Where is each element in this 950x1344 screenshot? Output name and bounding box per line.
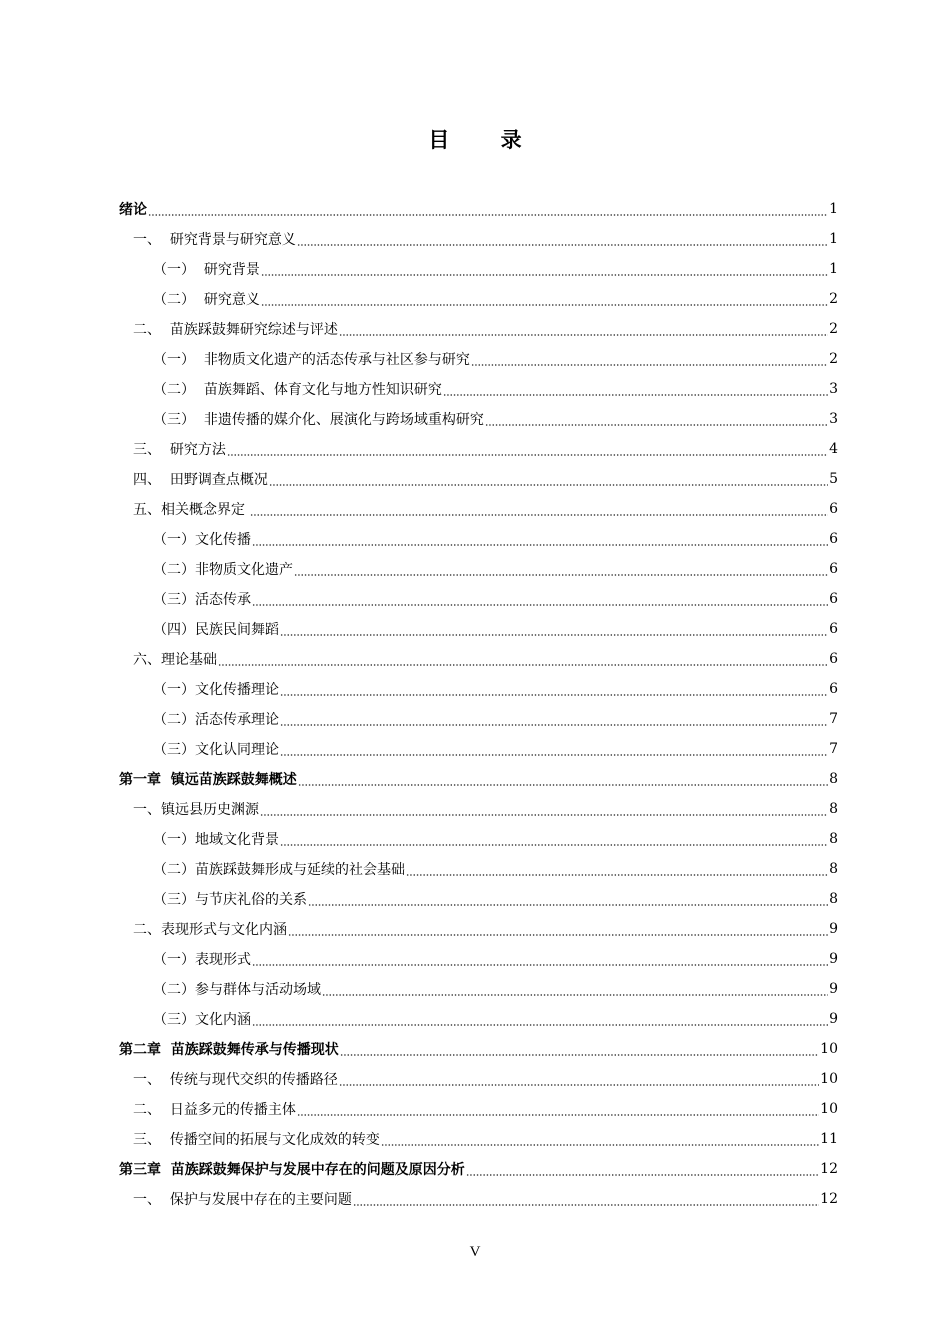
toc-entry-page: 9 (829, 921, 838, 937)
toc-dot-leader (339, 314, 828, 344)
toc-entry-title: （四）民族民间舞蹈 (153, 622, 279, 638)
toc-entry[interactable] (119, 614, 838, 644)
toc-entry-title: 第二章 苗族踩鼓舞传承与传播现状 (119, 1042, 339, 1058)
toc-entry-page: 2 (829, 351, 838, 367)
toc-entry[interactable] (119, 554, 838, 584)
toc-entry[interactable] (119, 944, 838, 974)
toc-entry-title: 二、表现形式与文化内涵 (133, 922, 287, 938)
toc-dot-leader (298, 764, 828, 794)
toc-entry[interactable] (119, 344, 838, 374)
toc-entry-title: 五、相关概念界定 (133, 502, 250, 518)
toc-entry-page: 6 (829, 651, 838, 667)
toc-entry[interactable] (119, 794, 838, 824)
toc-entry-page: 6 (829, 561, 838, 577)
toc-entry[interactable] (119, 764, 838, 794)
toc-dot-leader (443, 374, 828, 404)
toc-entry-title: 四、 田野调查点概况 (133, 472, 268, 488)
toc-entry-title: （一）表现形式 (153, 952, 251, 968)
toc-entry-title: 一、 研究背景与研究意义 (133, 232, 296, 248)
toc-entry-page: 6 (829, 591, 838, 607)
page-number: V (469, 1244, 481, 1260)
toc-entry-title: （二）活态传承理论 (153, 712, 279, 728)
toc-entry-page: 8 (829, 891, 838, 907)
toc-dot-leader (381, 1124, 819, 1154)
toc-dot-leader (339, 1064, 819, 1094)
toc-entry-title: 二、 苗族踩鼓舞研究综述与评述 (133, 322, 338, 338)
toc-entry-title: 三、 传播空间的拓展与文化成效的转变 (133, 1132, 380, 1148)
toc-entry[interactable] (119, 284, 838, 314)
toc-entry[interactable] (119, 914, 838, 944)
toc-entry[interactable] (119, 1034, 838, 1064)
toc-dot-leader (280, 674, 828, 704)
toc-entry-page: 9 (829, 1011, 838, 1027)
toc-entry[interactable] (119, 584, 838, 614)
toc-entry-title: （三）文化内涵 (153, 1012, 251, 1028)
toc-entry[interactable] (119, 644, 838, 674)
toc-entry-page: 2 (829, 291, 838, 307)
toc-entry-page: 11 (820, 1131, 838, 1147)
toc-entry-page: 10 (820, 1101, 838, 1117)
toc-dot-leader (261, 284, 828, 314)
toc-entry[interactable] (119, 314, 838, 344)
toc-entry-page: 9 (829, 951, 838, 967)
toc-entry-title: 六、理论基础 (133, 652, 217, 668)
toc-dot-leader (269, 464, 828, 494)
toc-entry[interactable] (119, 1094, 838, 1124)
toc-dot-leader (485, 404, 828, 434)
toc-entry[interactable] (119, 254, 838, 284)
toc-entry-page: 8 (829, 831, 838, 847)
toc-entry-title: （一）文化传播理论 (153, 682, 279, 698)
toc-entry-title: 绪论 (119, 202, 147, 218)
toc-dot-leader (148, 194, 828, 224)
toc-entry[interactable] (119, 404, 838, 434)
toc-dot-leader (297, 1094, 819, 1124)
toc-entry-title: （二） 研究意义 (153, 292, 260, 308)
toc-entry-title: 一、镇远县历史渊源 (133, 802, 259, 818)
toc-dot-leader (280, 734, 828, 764)
toc-entry[interactable] (119, 464, 838, 494)
toc-dot-leader (294, 554, 828, 584)
toc-entry-title: （二）苗族踩鼓舞形成与延续的社会基础 (153, 862, 405, 878)
toc-entry-page: 5 (829, 471, 838, 487)
toc-entry[interactable] (119, 1124, 838, 1154)
toc-entry[interactable] (119, 824, 838, 854)
toc-entry-title: 一、 保护与发展中存在的主要问题 (133, 1192, 352, 1208)
toc-entry-page: 3 (829, 381, 838, 397)
toc-entry-title: （一） 非物质文化遗产的活态传承与社区参与研究 (153, 352, 470, 368)
toc-entry-title: （二）非物质文化遗产 (153, 562, 293, 578)
toc-entry-title: 三、 研究方法 (133, 442, 226, 458)
toc-entry[interactable] (119, 224, 838, 254)
toc-dot-leader (322, 974, 828, 1004)
toc-entry-page: 1 (829, 261, 838, 277)
toc-entry-title: （一） 研究背景 (153, 262, 260, 278)
page-title: 目 录 (428, 128, 544, 152)
toc-dot-leader (280, 614, 828, 644)
toc-entry-page: 7 (829, 741, 838, 757)
toc-entry-page: 3 (829, 411, 838, 427)
toc-entry[interactable] (119, 524, 838, 554)
toc-entry[interactable] (119, 374, 838, 404)
toc-entry-title: 二、 日益多元的传播主体 (133, 1102, 296, 1118)
toc-dot-leader (308, 884, 828, 914)
toc-entry-page: 6 (829, 621, 838, 637)
toc-entry-page: 7 (829, 711, 838, 727)
toc-entry[interactable] (119, 674, 838, 704)
toc-entry-page: 6 (829, 681, 838, 697)
toc-entry[interactable] (119, 854, 838, 884)
toc-dot-leader (280, 704, 828, 734)
toc-entry[interactable] (119, 434, 838, 464)
toc-dot-leader (252, 1004, 828, 1034)
toc-entry-title: （二）参与群体与活动场域 (153, 982, 321, 998)
toc-dot-leader (280, 824, 828, 854)
toc-entry-page: 8 (829, 771, 838, 787)
toc-dot-leader (297, 224, 828, 254)
toc-entry[interactable] (119, 704, 838, 734)
toc-entry-page: 2 (829, 321, 838, 337)
toc-entry[interactable] (119, 494, 838, 524)
toc-entry-title: 一、 传统与现代交织的传播路径 (133, 1072, 338, 1088)
toc-entry-title: （三）活态传承 (153, 592, 251, 608)
toc-dot-leader (406, 854, 828, 884)
toc-entry-page: 1 (829, 231, 838, 247)
toc-dot-leader (261, 254, 828, 284)
toc-entry-page: 8 (829, 861, 838, 877)
toc-entry[interactable] (119, 1064, 838, 1094)
toc-entry-page: 12 (820, 1161, 838, 1177)
toc-entry-title: （二） 苗族舞蹈、体育文化与地方性知识研究 (153, 382, 442, 398)
toc-entry-title: （三）与节庆礼俗的关系 (153, 892, 307, 908)
toc-entry-page: 8 (829, 801, 838, 817)
toc-dot-leader (227, 434, 828, 464)
toc-entry[interactable] (119, 974, 838, 1004)
toc-entry-page: 12 (820, 1191, 838, 1207)
toc-entry-page: 10 (820, 1041, 838, 1057)
toc-dot-leader (466, 1154, 819, 1184)
toc-entry-page: 4 (829, 441, 838, 457)
toc-entry-title: （一）文化传播 (153, 532, 251, 548)
toc-dot-leader (288, 914, 828, 944)
table-of-contents (119, 194, 838, 1214)
toc-dot-leader (250, 494, 828, 524)
toc-dot-leader (260, 794, 828, 824)
toc-dot-leader (252, 944, 828, 974)
toc-entry-title: 第一章 镇远苗族踩鼓舞概述 (119, 772, 297, 788)
toc-entry[interactable] (119, 1154, 838, 1184)
toc-entry[interactable] (119, 1004, 838, 1034)
toc-entry-page: 6 (829, 501, 838, 517)
toc-dot-leader (252, 524, 828, 554)
toc-entry-page: 9 (829, 981, 838, 997)
toc-dot-leader (218, 644, 828, 674)
toc-entry-title: （三） 非遗传播的媒介化、展演化与跨场域重构研究 (153, 412, 484, 428)
toc-entry-title: （三）文化认同理论 (153, 742, 279, 758)
toc-entry-page: 10 (820, 1071, 838, 1087)
toc-entry-title: 第三章 苗族踩鼓舞保护与发展中存在的问题及原因分析 (119, 1162, 465, 1178)
toc-entry[interactable] (119, 194, 838, 224)
toc-dot-leader (252, 584, 828, 614)
toc-entry[interactable] (119, 1184, 838, 1214)
toc-entry[interactable] (119, 884, 838, 914)
toc-dot-leader (471, 344, 828, 374)
toc-dot-leader (353, 1184, 819, 1214)
toc-dot-leader (340, 1034, 819, 1064)
toc-entry-page: 6 (829, 531, 838, 547)
toc-entry-page: 1 (829, 201, 838, 217)
toc-entry[interactable] (119, 734, 838, 764)
toc-entry-title: （一）地域文化背景 (153, 832, 279, 848)
